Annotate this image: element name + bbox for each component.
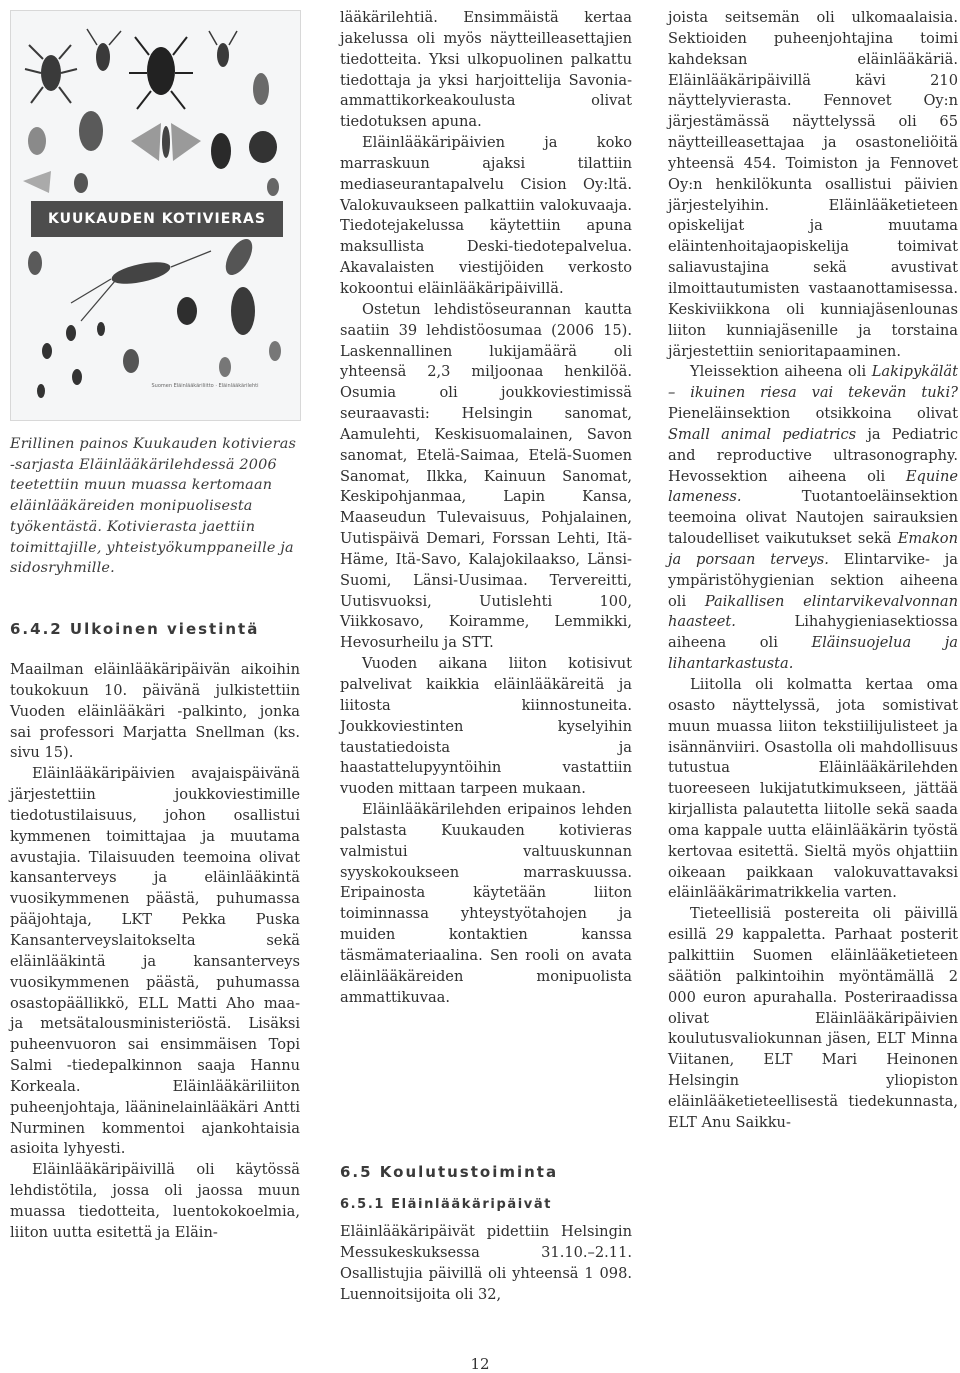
text-run: Pieneläinsektion otsikkoina olivat: [668, 405, 958, 423]
text-run: Elintarvike- ja ympäristöhygienian sektion aiheena oli: [668, 550, 958, 610]
section-heading: 6.4.2 Ulkoinen viestintä: [10, 620, 260, 638]
paragraph: Ostetun lehdistöseurannan kautta saatiin 39 lehdistöosumaa (2006 15). Laskennallinen lukijamäärä oli yhteensä 2,3 miljoonaa henkilöä. Osumia oli joukkoviestimissä seuraavasti: Helsingin sanomat, Aamulehti, Keskisuomalainen, Savon sanomat, Etelä-Saimaa, Etelä-Suomen Sanomat, Ilkka, Kainuun Sanomat, Keskipohjanmaa, Lapin Kansa, Maaseudun Tulevaisuus, Pohjalainen, Uutispäivä Demari, Forssan Lehti, Itä-Häme, Itä-Savo, Kalajokilaakso, Länsi-Suomi, Länsi-Uusimaa. Tervereitti, Uutisvuoksi, Uutislehti 100, Viikkosavo, Koiramme, Lemmikki, Hevosurheilu ja STT.: [340, 300, 632, 652]
italic-run: Equine lameness.: [668, 467, 958, 506]
image-caption: [10, 434, 300, 579]
middle-column-bottom: [340, 1222, 632, 1305]
paragraph: Vuoden aikana liiton kotisivut palvelivat kaikkia eläinlääkäreitä ja liitosta kiinnostuneita. Joukkoviestinten kyselyihin taustatiedoista ja haastattelupyyntöihin vastattiin vuoden mittaan tarpeen mukaan.: [340, 655, 632, 798]
paragraph: Maailman eläinlääkäripäivän aikoihin toukokuun 10. päivänä julkistettiin Vuoden eläinlääkäri -palkinto, jonka sai professori Marjatta Snellman (ks. sivu 15).: [10, 661, 300, 762]
cover-title: KUUKAUDEN KOTIVIERAS: [31, 201, 283, 237]
paragraph: Liitolla oli kolmatta kertaa oma osasto näyttelyssä, jota somistivat muun muassa liiton tekstiilijulisteet ja isännänviiri. Osastolla oli mahdollisuus tutustua Eläinlääkärilehden tuoreeseen lukijatutkimukseen, jättää kirjallista palautetta liitolle sekä saada oma kappale uutta eläinlääkärin työstä kertovaa esitettä. Sieltä myös ohjattiin oikeaan paikkaan valokuvattavaksi eläinlääkärimatrikkelia varten.: [668, 676, 958, 902]
paragraph: lääkärilehtiä. Ensimmäistä kertaa jakelussa oli myös näytteilleasettajien tiedotteita. Yksi ulkopuolinen palkattu tiedottaja ja yksi harjoittelija Savonia-ammattikorkeakoulusta olivat tiedotuksen apuna.: [340, 9, 632, 131]
paragraph: joista seitsemän oli ulkomaalaisia. Sektioiden puheenjohtajina toimi kahdeksan eläinlääkäriä. Eläinlääkäripäivillä kävi 210 näyttelyvierasta. Fennovet Oy:n järjestämässä näyttelyssä oli 65 näytteilleasettajaa ja osastoneliöitä yhteensä 454. Toimiston ja Fennovet Oy:n henkilökunta osallistui päivien järjestelyihin. Eläinlääketieteen opiskelijat ja muutama eläintenhoitajaopiskelija toimivat saliavustajina sekä avustivat ilmoittautumisten vastaanottamisessa. Keskiviikkona oli kunniajäsenlounas liiton kunniajäsenille ja torstaina järjestettiin senioritapaaminen.: [668, 9, 958, 360]
paragraph: Tieteellisiä postereita oli päivillä esillä 29 kappaletta. Parhaat posterit palkittiin Suomen eläinlääketieteen säätiön palkintoihin myöntämällä 2 000 euron apurahalla. Posteriraadissa olivat Eläinlääkäripäivien koulutusvaliokunnan jäsen, ELT Minna Viitanen, ELT Mari Heinonen Helsingin yliopiston eläinlääketieteellisestä tiedekunnasta, ELT Anu Saikku-: [668, 905, 958, 1131]
cover-image: [10, 10, 301, 421]
left-column-body: [10, 660, 300, 1244]
middle-column-body: [340, 8, 632, 1009]
text-run: Yleissektion aiheena oli: [690, 363, 872, 381]
paragraph: Eläinlääkäripäivillä oli käytössä lehdistötila, jossa oli jaossa muun muassa tiedotteita, luentokokoelmia, liiton uutta esitettä ja Eläin-: [10, 1161, 300, 1241]
text-run: Lihahygieniasektiossa aiheena oli: [668, 613, 958, 652]
paragraph: Eläinlääkäripäivät pidettiin Helsingin Messukeskuksessa 31.10.–2.11. Osallistujia päivillä oli yhteensä 1 098. Luennoitsijoita oli 32,: [340, 1223, 632, 1303]
italic-run: Eläinsuojelua ja lihantarkastusta.: [668, 634, 958, 673]
paragraph-sections: [668, 362, 958, 675]
italic-run: Lakipykälät – ikuinen riesa vai tekevän tuki?: [668, 363, 958, 402]
heading-6-5-container: [340, 1163, 632, 1181]
paragraph: Eläinlääkäripäivien avajaispäivänä järjestettiin joukkoviestimille tiedotustilaisuus, johon osallistui kymmenen toimittajaa ja muutama avustajia. Tilaisuuden teemoina olivat kansanterveys ja eläinlääkintä vuosikymmenen päästä, puhumassa pääjohtaja, LKT Pekka Puska Kansanterveyslaitokselta sekä eläinlääkintä ja kansanterveys vuosikymmenen päästä, puhumassa osastopäällikkö, ELL Matti Aho maa- ja metsätalousministeriöstä. Lisäksi puheenvuoron sai ensimmäisen Topi Salmi -tiedepalkinnon saaja Hannu Korkeala. Eläinlääkäriliiton puheenjohtaja, lääninelainlääkäri Antti Nurminen kommentoi ajankohtaisia asioita lyhyesti.: [10, 765, 300, 1158]
italic-run: Paikallisen elintarvikevalvonnan haasteet.: [668, 592, 959, 631]
paragraph: Eläinlääkäripäivien ja koko marraskuun ajaksi tilattiin mediaseurantapalvelu Cision Oy:ltä. Valokuvaukseen palkattiin valokuvaaja. Tiedotejakelussa käytettiin apuna maksullista Deski-tiedotepalvelua. Akavalaisten viestijöiden verkosto kokoontui eläinlääkäripäivillä.: [340, 134, 632, 297]
paragraph: Eläinlääkärilehden eripainos lehden palstasta Kuukauden kotivieras valmistui valtuuskunnan syyskokoukseen marraskuussa. Eripainosta käytetään liiton toiminnassa yhteystyötahojen ja muiden kontaktien kanssa täsmämateriaalina. Sen rooli on avata eläinlääkäreiden monipuolista ammattikuvaa.: [340, 801, 632, 1006]
right-column-body: [668, 8, 958, 1134]
text-run: Tuotantoeläinsektion teemoina olivat Nautojen sairauksien taloudelliset vaikutukset sekä: [668, 488, 958, 548]
section-heading-koulutustoiminta: 6.5 Koulutustoiminta: [340, 1163, 559, 1181]
page-number: 12: [470, 1355, 490, 1373]
text-run: ja Pediatric and reproductive ultrasonography. Hevossektion aiheena oli: [668, 425, 958, 485]
section-heading-container: [10, 620, 300, 638]
italic-run: Emakon ja porsaan terveys.: [668, 530, 958, 568]
cover-credit: Suomen Eläinlääkäriliitto · Eläinlääkärilehti: [151, 383, 259, 389]
subsection-heading-elainlaakaripaivat: 6.5.1 Eläinlääkäripäivät: [340, 1197, 553, 1212]
caption-text: Erillinen painos Kuukauden kotivieras -sarjasta Eläinlääkärilehdessä 2006 teetettiin muun muassa kertomaan eläinlääkäreiden monipuolisesta työkentästä. Kotivierasta jaettiin toimittajille, yhteistyökumppaneille ja sidosryhmille.: [10, 436, 297, 577]
italic-run: Small animal pediatrics: [668, 425, 857, 443]
heading-6-5-1-container: [340, 1197, 632, 1212]
